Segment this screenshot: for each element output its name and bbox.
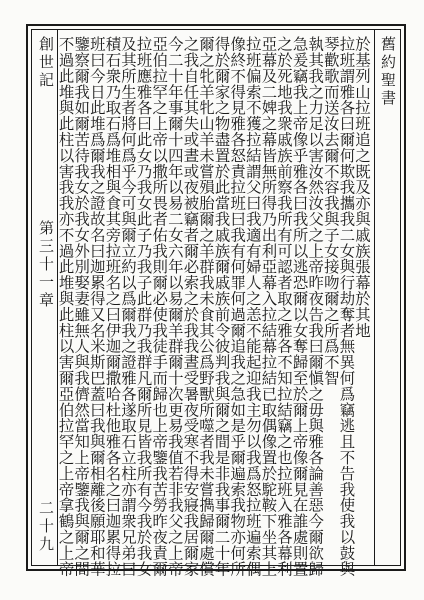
text-column: 鑒察爾我如爾苦待我女於我女外別娶妻雖無人與我儕然當知上帝鑒我與爾之間 bbox=[72, 36, 91, 577]
chapter-label: 第三十一章 bbox=[37, 220, 55, 310]
text-column: 急爰竊我上帝像乎雅各曰我所以逃恐爾以女奪歸至於爾上帝像爾見在誰處則置 bbox=[290, 36, 309, 577]
text-column: 今二十年事爾十四年以易二女六年以易爾羊群爾十次更易我值若非我父之上帝 bbox=[165, 36, 184, 577]
book-title: 舊約聖書 bbox=[379, 36, 397, 108]
text-column: 亞幕及二婢之幕皆無所得乃出利亞幕入拉結幕拉結已取偶像置於駝鞍下坐其上 bbox=[259, 36, 278, 577]
text-column: 於基列山拉班追之既及亦與戚族張幕於其地 bbox=[352, 36, 371, 339]
chapter-label-wrapper bbox=[33, 220, 57, 420]
text-column: 琴歡歌而送汝去爾不容我與子女接吻爾之所爲不智 bbox=[321, 36, 340, 386]
text-column: 像終不得見雅各怒責拉班曰我有何罪何過爾追我之急如是乎爾遍索我物亦何所 bbox=[228, 36, 247, 577]
text-column: 亞伯拉罕之上帝以撒所畏者佑我則爾必使我徒手而歸也上帝鑒我苦勞昨夜責爾 bbox=[150, 36, 169, 577]
text-column: 積石衆乃取石爲堆相與食其旁拉班名之曰伊迦爾撒哈杜他雅各名之曰迦累得拉 bbox=[103, 36, 122, 577]
text-column: 拉班偏索不獲拉結謂父曰我適有婦人之恙不能起迎我主勿以我爲怒拉班遍索偶 bbox=[243, 36, 262, 577]
text-column: 得於爾家之物盡置於此當我戚族爾戚族前令彼判我與爾之間是非我事爾二十年 bbox=[212, 36, 231, 577]
text-column: 之我自任其失或晝或夜被竊者爾必索之於我我晝受暑夜受寒不得安寢我居爾家 bbox=[181, 36, 200, 577]
page-number: 二十九 bbox=[37, 500, 55, 554]
page-number-wrapper bbox=[33, 500, 57, 560]
text-column: 拉班應雅各曰此女乃我女此子乃我子此群乃我群凡爾所見皆我所有今我於我女 bbox=[134, 36, 153, 577]
text-column: 班曰今日此堆爲爾我之證故名曰迦累得又名米斯巴蓋曰我與爾相離後願耶和華 bbox=[87, 36, 106, 577]
text-column: 爾之牝羊牝山羊未嘗殞胎爾之羊群我未食其公爲野獸所噬者我未嘗擕歸爾處償 bbox=[196, 36, 215, 577]
book-section: 創世記 bbox=[37, 36, 55, 90]
text-column: 執其我之力足以害汝然汝父之上帝昨夜告我曰爾愼之毋與雅各論善惡今爾欲歸 bbox=[306, 36, 325, 577]
text-column: 及其所生者將何爲乎今可與爾立約以爲爾我之證雅各遂取石立柱亦謂衆兄弟曰 bbox=[118, 36, 137, 577]
chapter-label-gutter bbox=[375, 220, 399, 520]
text-column: 拉班謂雅各曰爾何欺我攜我二女與行劫奪者無異何爲竊逃且不告我使我以鼓與 bbox=[337, 36, 356, 577]
text-column: 之於死地我衆戚族前察我所有可認者取之雅各不知拉結竊之也拉班入雅各幕利 bbox=[274, 36, 293, 577]
text-column: 不過此堆與此柱以害我我亦不過此堆與此柱以害爾亞伯拉罕之上帝拿鶴之上帝 bbox=[56, 36, 75, 577]
